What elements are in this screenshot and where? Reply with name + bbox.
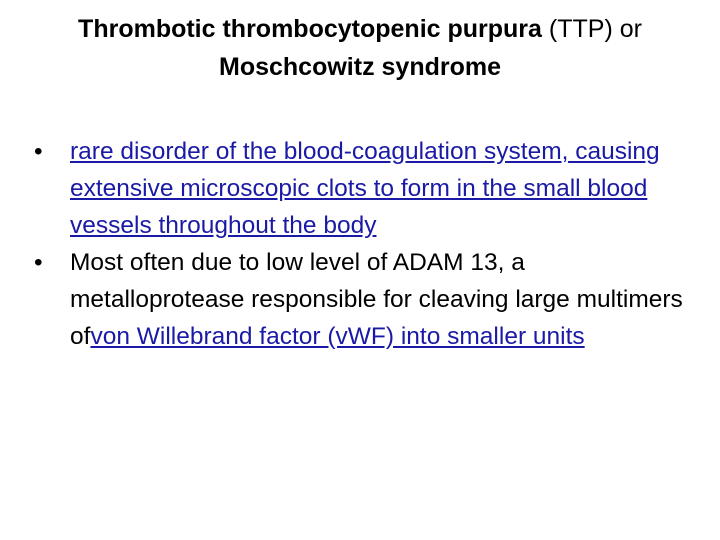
bullet-item-1 bbox=[34, 133, 694, 244]
slide-title bbox=[20, 10, 700, 86]
title-line2: Moschcowitz syndrome bbox=[219, 53, 501, 81]
bullet-list bbox=[34, 133, 694, 355]
bullet-dot: • bbox=[34, 249, 43, 276]
title-or: or bbox=[619, 15, 642, 43]
bullet-item-2 bbox=[34, 244, 694, 355]
title-main: Thrombotic thrombocytopenic purpura bbox=[78, 15, 542, 43]
bullet-dot: • bbox=[34, 138, 43, 165]
definition-link[interactable]: rare disorder of the blood-coagulation system, causing extensive microscopic clots to form in the small blood vessels throughout the body bbox=[70, 138, 660, 239]
cause-text: Most often due to low level of ADAM 13, a metalloprotease responsible for cleaving large multimers of bbox=[70, 249, 683, 350]
vwf-link[interactable]: von Willebrand factor (vWF) into smaller units bbox=[90, 323, 585, 350]
title-abbrev: (TTP) bbox=[541, 15, 620, 43]
